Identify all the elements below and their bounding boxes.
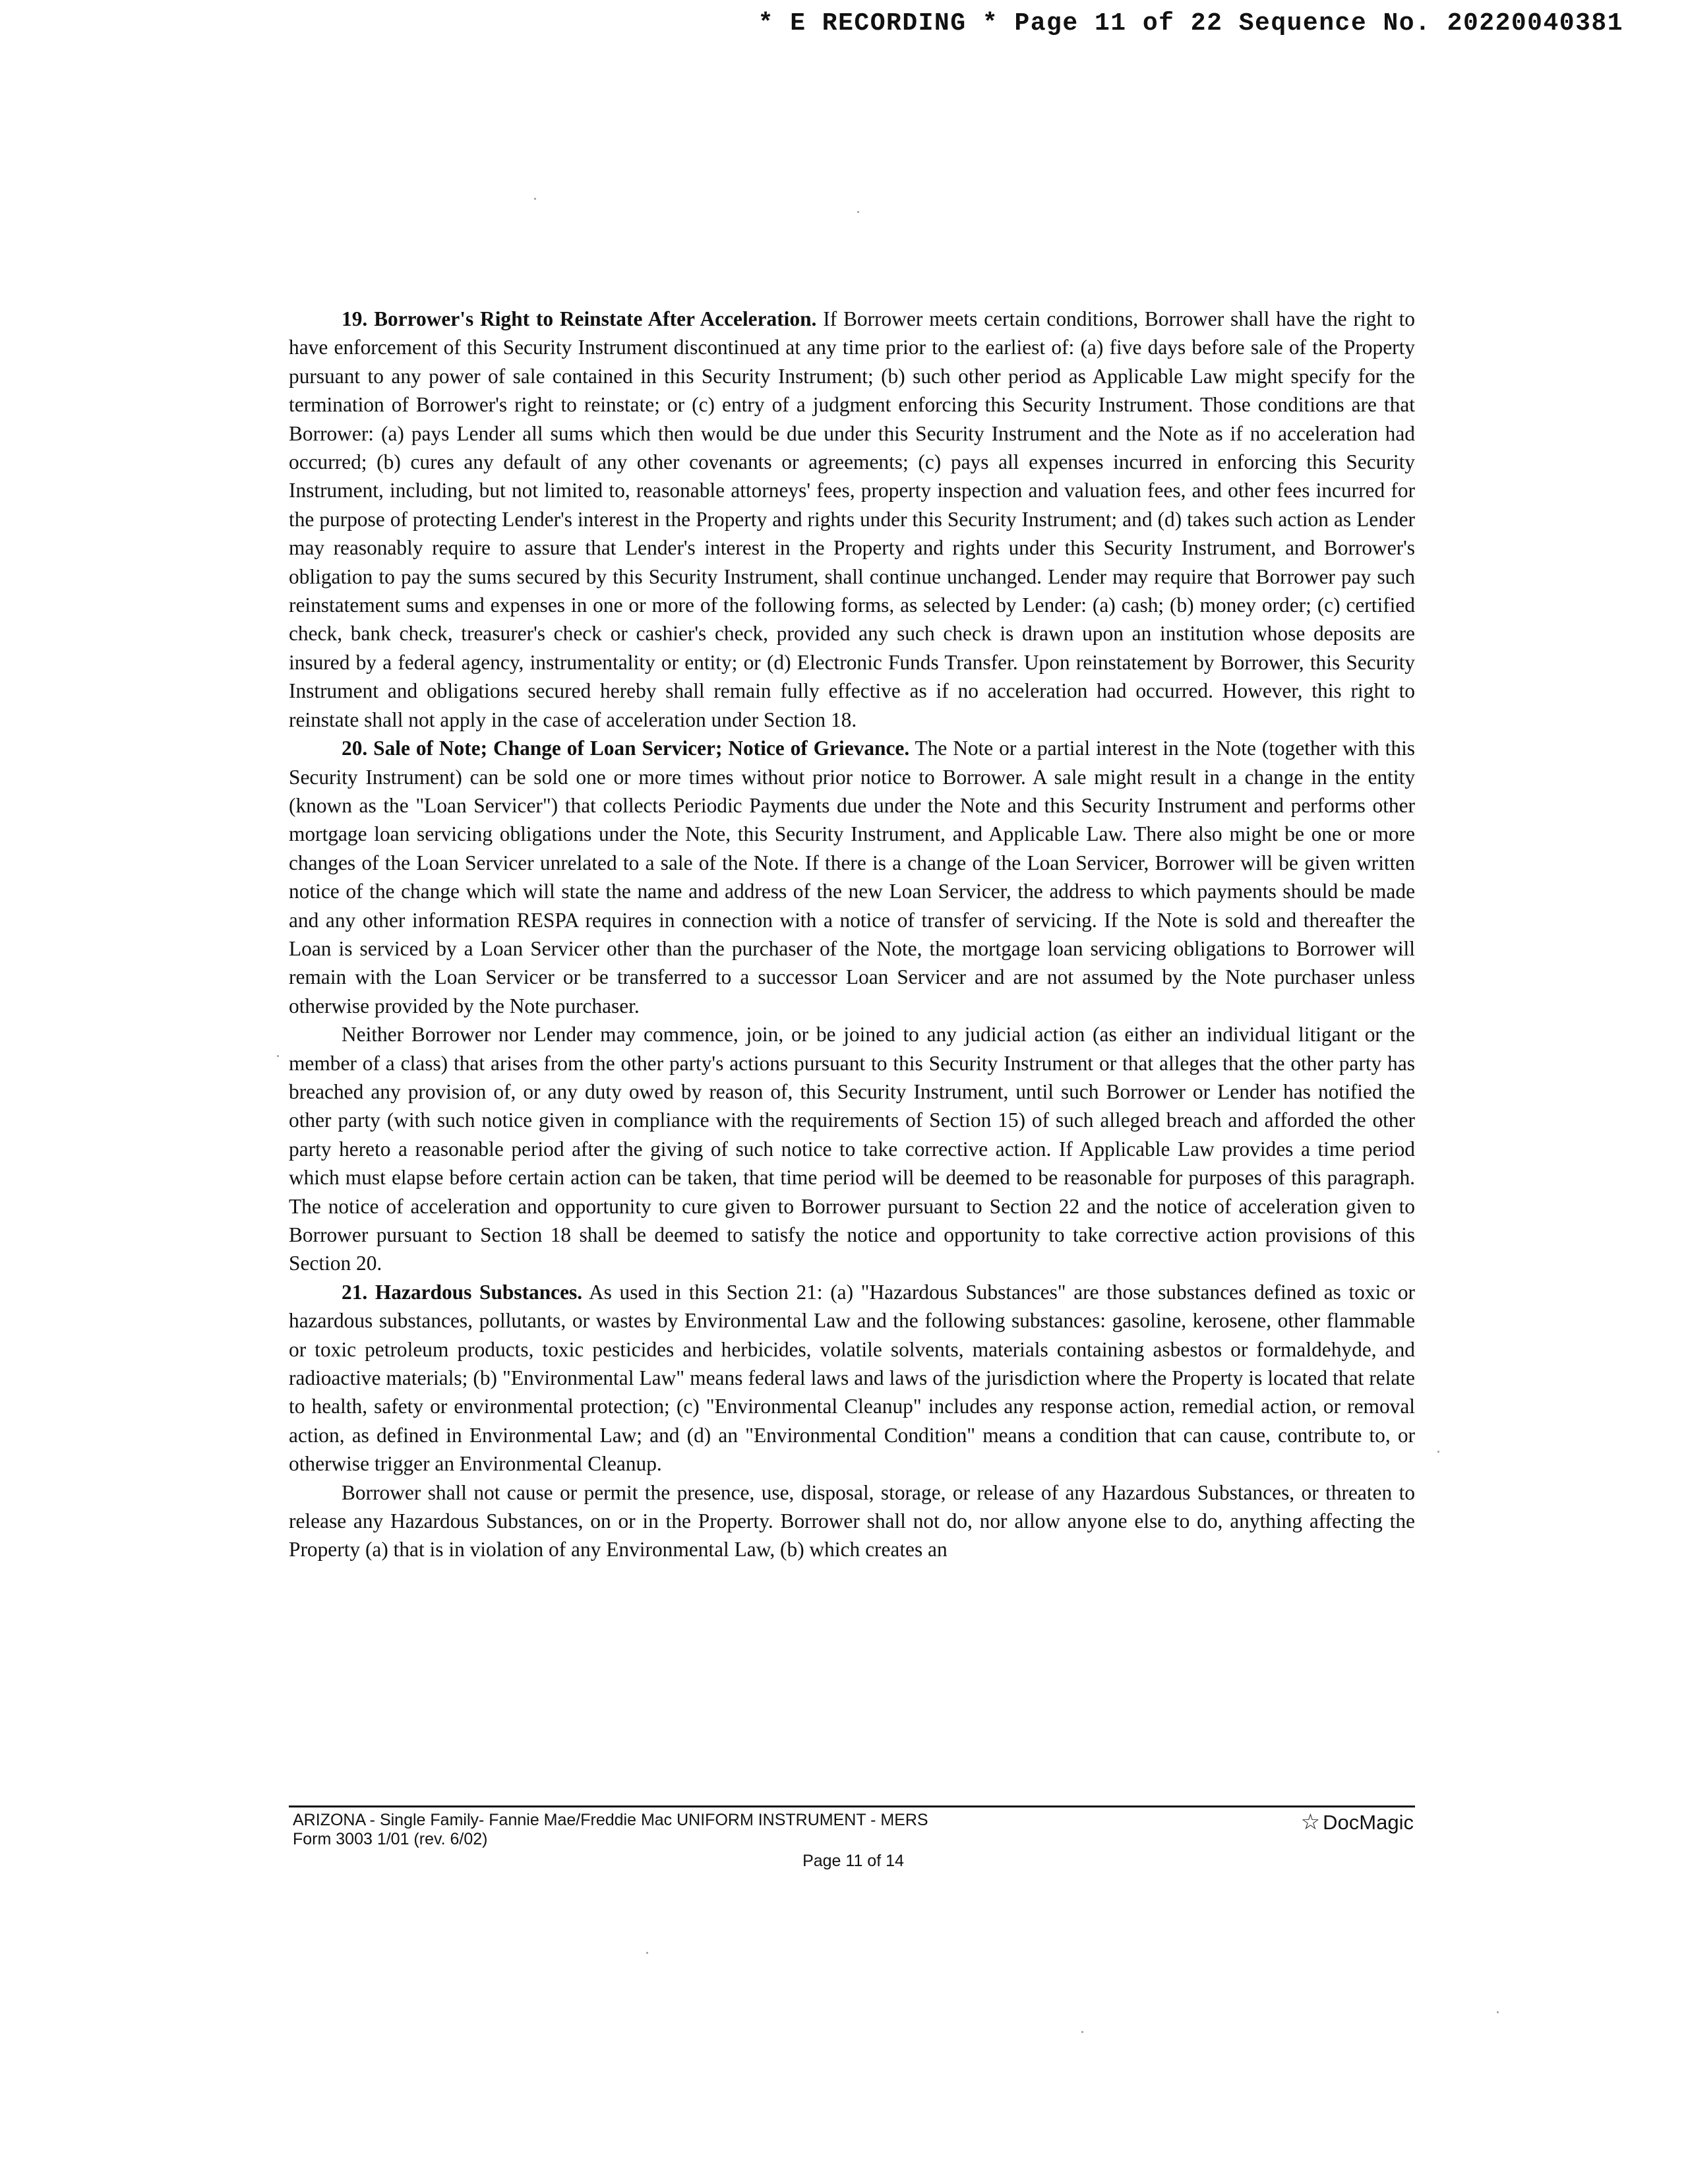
section-21-paragraph-2: [289, 1478, 1415, 1564]
section-19-paragraph-1: [289, 305, 1415, 734]
recording-stamp: * E RECORDING * Page 11 of 22 Sequence No. 20220040381: [758, 9, 1623, 38]
docmagic-logo: [1300, 1809, 1414, 1834]
section-20-text-2: Neither Borrower nor Lender may commence, join, or be joined to any judicial action (as either an individual litigant or the member of a class) that arises from the other party's actions pursuant to this Security Instrument or that alleges that the other party has breached any provision of, or any duty owed by reason of, this Security Instrument, until such Borrower or Lender has notified the other party (with such notice given in compliance with the requirements of Section 15) of such alleged breach and afforded the other party hereto a reasonable period after the giving of such notice to take corrective action. If Applicable Law provides a time period which must elapse before certain action can be taken, that time period will be deemed to be reasonable for purposes of this paragraph. The notice of acceleration and opportunity to cure given to Borrower pursuant to Section 22 and the notice of acceleration given to Borrower pursuant to Section 18 shall be deemed to satisfy the notice and opportunity to take corrective action provisions of this Section 20.: [289, 1023, 1415, 1275]
section-20-heading: 20. Sale of Note; Change of Loan Servicer; Notice of Grievance.: [342, 737, 910, 760]
scan-speck: [1437, 1451, 1439, 1453]
section-21-text: As used in this Section 21: (a) "Hazardous Substances" are those substances defined as toxic or hazardous substances, pollutants, or wastes by Environmental Law and the following substances: gasoline, kerosene, other flammable or toxic petroleum products, toxic pesticides and herbicides, volatile solvents, materials containing asbestos or formaldehyde, and radioactive materials; (b) "Environmental Law" means federal laws and laws of the jurisdiction where the Property is located that relate to health, safety or environmental protection; (c) "Environmental Cleanup" includes any response action, remedial action, or removal action, as defined in Environmental Law; and (d) an "Environmental Condition" means a condition that can cause, contribute to, or otherwise trigger an Environmental Cleanup.: [289, 1280, 1415, 1476]
form-title-line: ARIZONA - Single Family- Fannie Mae/Freddie Mac UNIFORM INSTRUMENT - MERS: [293, 1811, 928, 1829]
section-20-paragraph-2: [289, 1020, 1415, 1278]
scan-speck: [534, 198, 536, 200]
scan-speck: [1497, 2011, 1499, 2013]
docmagic-logo-text: DocMagic: [1323, 1811, 1414, 1834]
scan-speck: [1081, 2031, 1083, 2033]
star-icon: ☆: [1300, 1809, 1321, 1834]
scan-speck: [277, 1055, 279, 1057]
footer-divider: [289, 1805, 1415, 1807]
section-19-text: If Borrower meets certain conditions, Borrower shall have the right to have enforcement of this Security Instrument discontinued at any time prior to the earliest of: (a) five days before sale of the Property pursuant to any power of sale contained in this Security Instrument; (b) such other period as Applicable Law might specify for the termination of Borrower's right to reinstate; or (c) entry of a judgment enforcing this Security Instrument. Those conditions are that Borrower: (a) pays Lender all sums which then would be due under this Security Instrument and the Note as if no acceleration had occurred; (b) cures any default of any other covenants or agreements; (c) pays all expenses incurred in enforcing this Security Instrument, including, but not limited to, reasonable attorneys' fees, property inspection and valuation fees, and other fees incurred for the purpose of protecting Lender's interest in the Property and rights under this Security Instrument; and (d) takes such action as Lender may reasonably require to assure that Lender's interest in the Property and rights under this Security Instrument, and Borrower's obligation to pay the sums secured by this Security Instrument, shall continue unchanged. Lender may require that Borrower pay such reinstatement sums and expenses in one or more of the following forms, as selected by Lender: (a) cash; (b) money order; (c) certified check, bank check, treasurer's check or cashier's check, provided any such check is drawn upon an institution whose deposits are insured by a federal agency, instrumentality or entity; or (d) Electronic Funds Transfer. Upon reinstatement by Borrower, this Security Instrument and obligations secured hereby shall remain fully effective as if no acceleration had occurred. However, this right to reinstate shall not apply in the case of acceleration under Section 18.: [289, 307, 1415, 731]
section-19-heading: 19. Borrower's Right to Reinstate After Acceleration.: [342, 307, 817, 330]
section-21-heading: 21. Hazardous Substances.: [342, 1280, 583, 1304]
section-20-paragraph-1: [289, 734, 1415, 1020]
section-21-paragraph-1: [289, 1278, 1415, 1478]
document-body: [289, 305, 1415, 1564]
form-number-line: Form 3003 1/01 (rev. 6/02): [293, 1830, 488, 1848]
scan-speck: [857, 211, 859, 213]
page-footer: [293, 1809, 1414, 1870]
page-number: Page 11 of 14: [802, 1852, 904, 1870]
scan-speck: [646, 1952, 648, 1954]
section-21-text-2: Borrower shall not cause or permit the presence, use, disposal, storage, or release of any Hazardous Substances, or threaten to release any Hazardous Substances, on or in the Property. Borrower shall not do, nor allow anyone else to do, anything affecting the Property (a) that is in violation of any Environmental Law, (b) which creates an: [289, 1480, 1415, 1562]
section-20-text: The Note or a partial interest in the Note (together with this Security Instrument) can be sold one or more times without prior notice to Borrower. A sale might result in a change in the entity (known as the "Loan Servicer") that collects Periodic Payments due under the Note and this Security Instrument and performs other mortgage loan servicing obligations under the Note, this Security Instrument, and Applicable Law. There also might be one or more changes of the Loan Servicer unrelated to a sale of the Note. If there is a change of the Loan Servicer, Borrower will be given written notice of the change which will state the name and address of the new Loan Servicer, the address to which payments should be made and any other information RESPA requires in connection with a notice of transfer of servicing. If the Note is sold and thereafter the Loan is serviced by a Loan Servicer other than the purchaser of the Note, the mortgage loan servicing obligations to Borrower will remain with the Loan Servicer or be transferred to a successor Loan Servicer and are not assumed by the Note purchaser unless otherwise provided by the Note purchaser.: [289, 737, 1416, 1017]
